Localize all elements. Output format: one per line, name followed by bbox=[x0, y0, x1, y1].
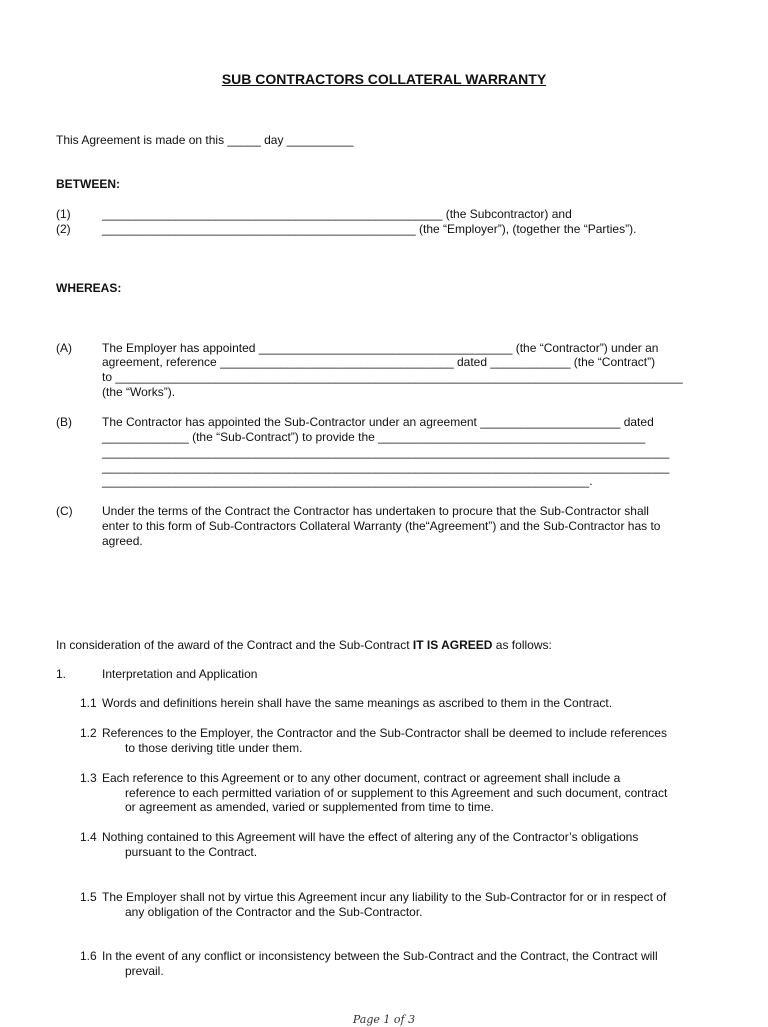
recital-line: The Employer has appointed ______________________________________ (the “Contractor”) under an bbox=[102, 341, 659, 355]
whereas-heading: WHEREAS: bbox=[56, 281, 122, 295]
recital-line: agreed. bbox=[102, 534, 143, 548]
clause-line: In the event of any conflict or inconsistency between the Sub-Contract and the Contract, the Contract will bbox=[102, 949, 658, 963]
clause-number: 1.2 bbox=[80, 726, 97, 740]
clause-line: prevail. bbox=[125, 964, 164, 978]
clause-line: References to the Employer, the Contractor and the Sub-Contractor shall be deemed to include references bbox=[102, 726, 667, 740]
party-number: (2) bbox=[56, 222, 71, 236]
document-title: SUB CONTRACTORS COLLATERAL WARRANTY bbox=[221, 71, 547, 87]
agreement-date-line: This Agreement is made on this _____ day __________ bbox=[56, 133, 354, 147]
recital-line: Under the terms of the Contract the Contractor has undertaken to procure that the Sub-Contractor shall bbox=[102, 504, 649, 518]
recital-line: to _____________________________________________________________________________________ bbox=[102, 370, 683, 384]
recital-line: The Contractor has appointed the Sub-Contractor under an agreement _____________________ dated bbox=[102, 415, 654, 429]
clause-line: reference to each permitted variation of or supplement to this Agreement and such document, contract bbox=[125, 786, 668, 800]
clause-number: 1.4 bbox=[80, 830, 97, 844]
clause-line: to those deriving title under them. bbox=[125, 741, 303, 755]
clause-line: Each reference to this Agreement or to any other document, contract or agreement shall include a bbox=[102, 771, 621, 785]
clause-number: 1.3 bbox=[80, 771, 97, 785]
consideration-text-end: as follows: bbox=[492, 638, 552, 652]
recital-line: (the “Works”). bbox=[102, 385, 176, 399]
clause-number: 1.6 bbox=[80, 949, 97, 963]
recital-line: _____________ (the “Sub-Contract”) to provide the ________________________________________ bbox=[102, 430, 646, 444]
party-text: _______________________________________________ (the “Employer”), (together the “Parties”). bbox=[102, 222, 637, 236]
recital-number: (C) bbox=[56, 504, 73, 518]
clause-line: or agreement as amended, varied or supplemented from time to time. bbox=[125, 800, 494, 814]
consideration-paragraph bbox=[56, 638, 552, 653]
clause-line: The Employer shall not by virtue this Agreement incur any liability to the Sub-Contractor for or in respect of bbox=[102, 890, 667, 904]
recital-line: _____________________________________________________________________________________ bbox=[102, 460, 670, 474]
clause-line: pursuant to the Contract. bbox=[125, 845, 258, 859]
recital-number: (A) bbox=[56, 341, 72, 355]
recital-line: agreement, reference ___________________________________ dated ____________ (the “Contract”) bbox=[102, 355, 656, 369]
clause-number: 1.5 bbox=[80, 890, 97, 904]
between-heading: BETWEEN: bbox=[56, 177, 120, 191]
page-number-footer: Page 1 of 3 bbox=[352, 1013, 416, 1026]
recital-number: (B) bbox=[56, 415, 72, 429]
clause-number: 1.1 bbox=[80, 696, 97, 710]
recital-line: _________________________________________________________________________. bbox=[102, 474, 593, 488]
recital-line: _____________________________________________________________________________________ bbox=[102, 445, 670, 459]
section-number: 1. bbox=[56, 667, 67, 681]
consideration-text: In consideration of the award of the Contract and the Sub-Contract bbox=[56, 638, 413, 652]
clause-line: any obligation of the Contractor and the Sub-Contractor. bbox=[125, 905, 423, 919]
clause-line: Nothing contained to this Agreement will have the effect of altering any of the Contractor’s obligations bbox=[102, 830, 639, 844]
it-is-agreed: IT IS AGREED bbox=[412, 638, 493, 652]
party-number: (1) bbox=[56, 207, 71, 221]
recital-line: enter to this form of Sub-Contractors Collateral Warranty (the“Agreement”) and the Sub-Contractor has to bbox=[102, 519, 661, 533]
section-title: Interpretation and Application bbox=[102, 667, 258, 681]
clause-line: Words and definitions herein shall have the same meanings as ascribed to them in the Contract. bbox=[102, 696, 613, 710]
party-text: ___________________________________________________ (the Subcontractor) and bbox=[102, 207, 572, 221]
